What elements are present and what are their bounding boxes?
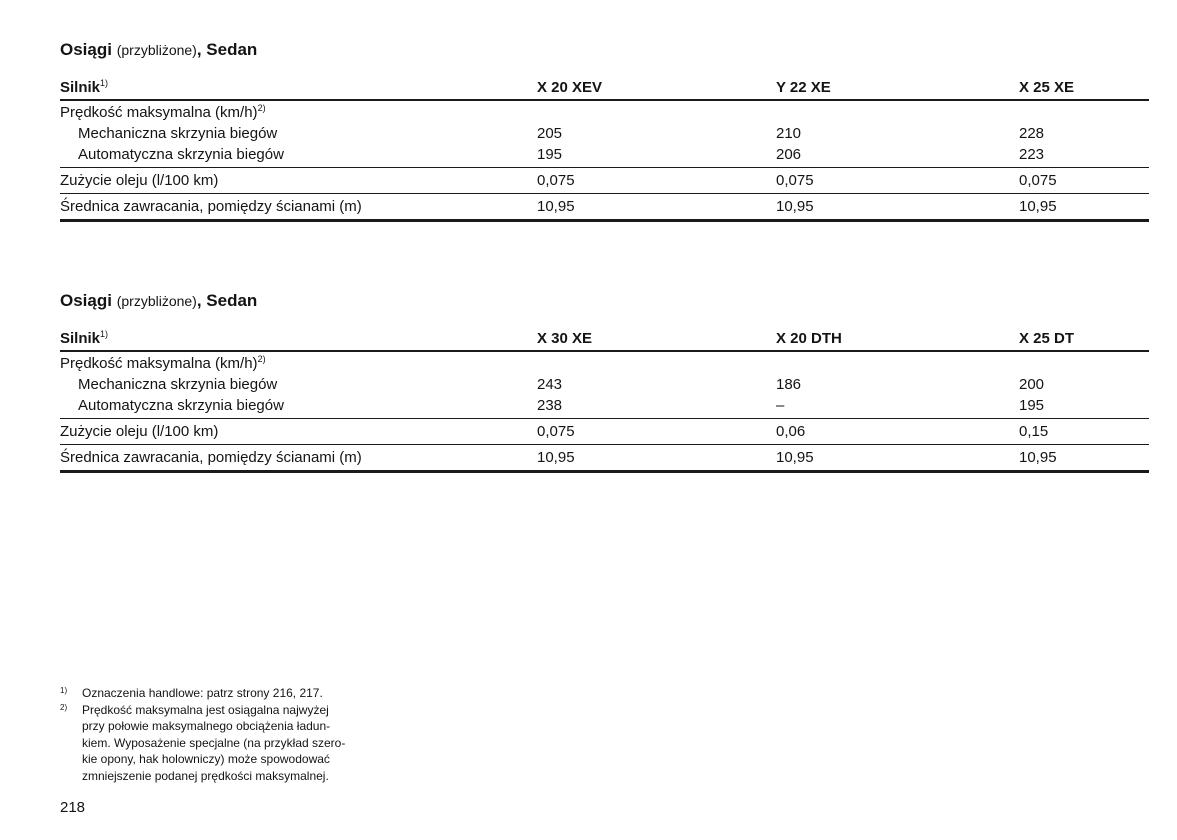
footnote-line: Prędkość maksymalna jest osiągalna najwyżej xyxy=(82,702,329,717)
table-cell: 223 xyxy=(1019,144,1149,168)
table-header-row xyxy=(60,327,1149,351)
section-title: Osiągi (przybliżone), Sedan xyxy=(60,291,258,310)
engine-name: X 25 DT xyxy=(1019,327,1149,351)
table-cell: 205 xyxy=(537,125,563,142)
table-cell: 0,075 xyxy=(537,419,776,445)
table-cell: 228 xyxy=(1019,125,1045,142)
table-cell: 186 xyxy=(776,376,802,393)
performance-section-1 xyxy=(60,38,1149,222)
footnote-line: Oznaczenia handlowe: patrz strony 216, 217. xyxy=(82,686,323,700)
row-label: Prędkość maksymalna $(km/h)^{2)}$ xyxy=(60,354,266,372)
footnote-mark: 2) xyxy=(60,702,68,712)
row-label: Prędkość maksymalna $(km/h)^{2)}$ xyxy=(60,103,266,121)
performance-section-2 xyxy=(60,289,1149,473)
engine-header: Silnik$^{1)}$ xyxy=(60,76,537,100)
engine-name: X 20 DTH xyxy=(776,327,1019,351)
table-row xyxy=(60,168,1149,194)
footnote-2 xyxy=(60,702,400,785)
performance-table-2 xyxy=(60,327,1149,473)
table-cell: 195 xyxy=(1019,395,1149,419)
table-cell: 10,95 xyxy=(537,445,776,472)
footnote-line: kie opony, hak holowniczy) może spowodować xyxy=(82,752,330,766)
performance-table-1 xyxy=(60,76,1149,222)
engine-name: X 30 XE xyxy=(537,327,776,351)
footnotes xyxy=(60,685,400,784)
table-row xyxy=(60,144,1149,168)
engine-name: X 25 XE xyxy=(1019,76,1149,100)
table-cell: 0,075 xyxy=(1019,168,1149,194)
table-row xyxy=(60,123,1149,144)
table-cell: 210 xyxy=(776,125,802,142)
table-cell: 10,95 xyxy=(1019,445,1149,472)
table-cell: 195 xyxy=(537,144,776,168)
table-cell: 10,95 xyxy=(776,445,1019,472)
engine-name: X 20 XEV xyxy=(537,76,776,100)
footnote-mark: 1) xyxy=(60,686,68,695)
footnote-line: przy połowie maksymalnego obciążenia ładun- xyxy=(82,719,331,733)
row-label: Mechaniczna skrzynia biegów xyxy=(78,125,278,142)
table-cell: 0,06 xyxy=(776,419,1019,445)
page-number: 218 xyxy=(60,799,86,816)
table-cell: 10,95 xyxy=(776,194,1019,221)
table-row xyxy=(60,374,1149,395)
section-title: Osiągi (przybliżone), Sedan xyxy=(60,40,258,59)
table-header-row xyxy=(60,76,1149,100)
table-cell: 200 xyxy=(1019,376,1045,393)
footnote-1 xyxy=(60,685,400,702)
table-row xyxy=(60,194,1149,221)
table-cell: 206 xyxy=(776,144,1019,168)
table-cell: 238 xyxy=(537,395,776,419)
table-row xyxy=(60,445,1149,472)
table-row xyxy=(60,100,1149,123)
table-row xyxy=(60,419,1149,445)
row-label: Średnica zawracania, pomiędzy ścianami (m) xyxy=(60,445,537,472)
row-label: Zużycie oleju (l/100 km) xyxy=(60,168,537,194)
table-cell: 0,075 xyxy=(537,168,776,194)
table-cell: – xyxy=(776,395,1019,419)
table-cell: 0,15 xyxy=(1019,419,1149,445)
row-label: Mechaniczna skrzynia biegów xyxy=(78,376,278,393)
table-cell: 10,95 xyxy=(537,194,776,221)
row-label: Zużycie oleju (l/100 km) xyxy=(60,419,537,445)
engine-header: Silnik$^{1)}$ xyxy=(60,327,537,351)
table-row xyxy=(60,395,1149,419)
footnote-line: zmniejszenie podanej prędkości maksymalnej. xyxy=(82,768,329,783)
table-cell: 10,95 xyxy=(1019,194,1149,221)
row-label: Średnica zawracania, pomiędzy ścianami (m) xyxy=(60,194,537,221)
table-cell: 243 xyxy=(537,376,563,393)
engine-name: Y 22 XE xyxy=(776,76,1019,100)
row-label: Automatyczna skrzynia biegów xyxy=(60,144,537,168)
table-cell: 0,075 xyxy=(776,168,1019,194)
row-label: Automatyczna skrzynia biegów xyxy=(60,395,537,419)
footnote-line: kiem. Wyposażenie specjalne (na przykład szero- xyxy=(82,735,346,750)
table-row xyxy=(60,351,1149,374)
